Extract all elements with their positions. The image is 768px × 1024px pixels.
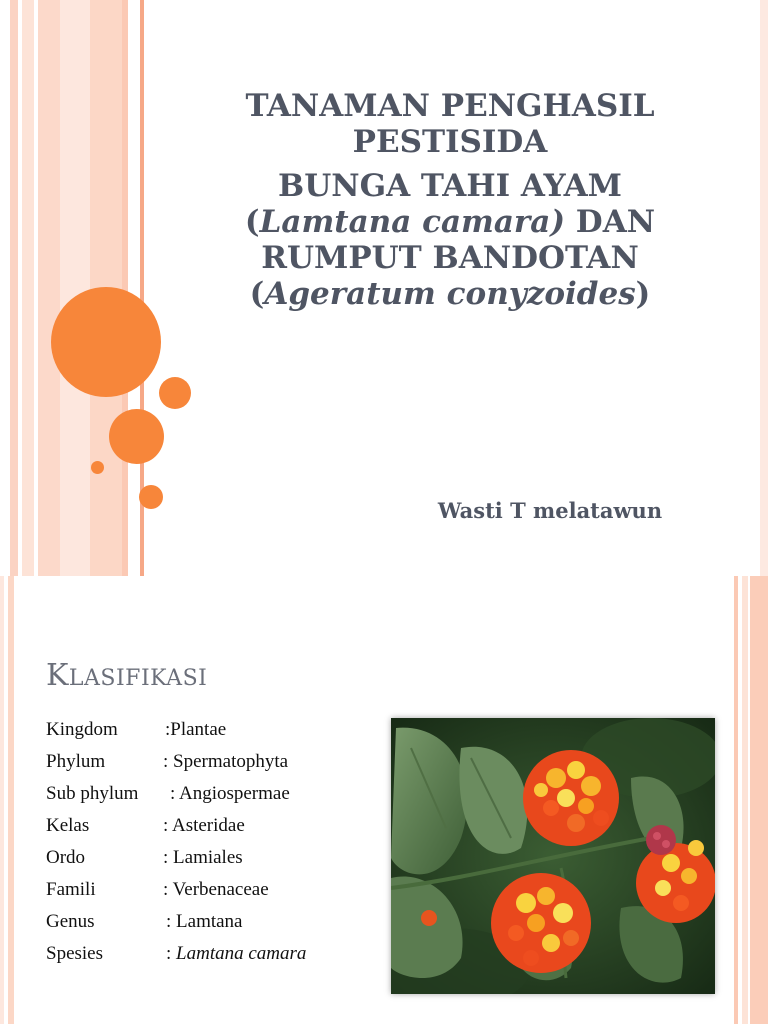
- decor-circle-small: [91, 461, 104, 474]
- author-name: Wasti T melatawun: [437, 498, 663, 523]
- decor-stripe: [734, 576, 738, 1024]
- decor-stripe: [760, 0, 768, 576]
- slide-title: [210, 88, 690, 312]
- decor-stripe: [750, 576, 768, 1024]
- title-line: BUNGA TAHI AYAM: [278, 168, 622, 204]
- classification-row: Kelas : Asteridae: [46, 815, 245, 836]
- decor-circle: [109, 409, 164, 464]
- classification-row: Sub phylum : Angiospermae: [46, 783, 290, 804]
- title-line: PESTISIDA: [352, 124, 548, 160]
- decor-stripe: [742, 576, 748, 1024]
- decor-stripe: [8, 576, 14, 1024]
- decor-circle: [139, 485, 163, 509]
- classification-row: Ordo : Lamiales: [46, 847, 243, 868]
- classification-row: Kingdom :Plantae: [46, 719, 227, 740]
- classification-row: Phylum : Spermatophyta: [46, 751, 289, 772]
- decor-circle: [159, 377, 191, 409]
- decor-stripe: [122, 0, 128, 576]
- title-line: TANAMAN PENGHASIL: [245, 88, 655, 124]
- classification-row: Spesies : Lamtana camara: [46, 943, 307, 964]
- title-line: (Ageratum conyzoides): [249, 276, 651, 312]
- decor-stripe: [0, 576, 4, 1024]
- classification-slide: [0, 576, 768, 1024]
- decor-stripe: [22, 0, 34, 576]
- decor-stripe: [60, 0, 90, 576]
- title-line: (Lamtana camara) DAN: [244, 204, 656, 240]
- title-line: RUMPUT BANDOTAN: [261, 240, 639, 276]
- section-heading: KLASIFIKASI: [46, 658, 208, 693]
- classification-list: [46, 714, 376, 970]
- classification-row: Famili : Verbenaceae: [46, 879, 269, 900]
- lantana-flower-photo: [391, 718, 715, 994]
- decor-stripe: [10, 0, 18, 576]
- classification-row: Genus : Lamtana: [46, 911, 243, 932]
- decor-circle-large: [51, 287, 161, 397]
- decor-stripe: [38, 0, 60, 576]
